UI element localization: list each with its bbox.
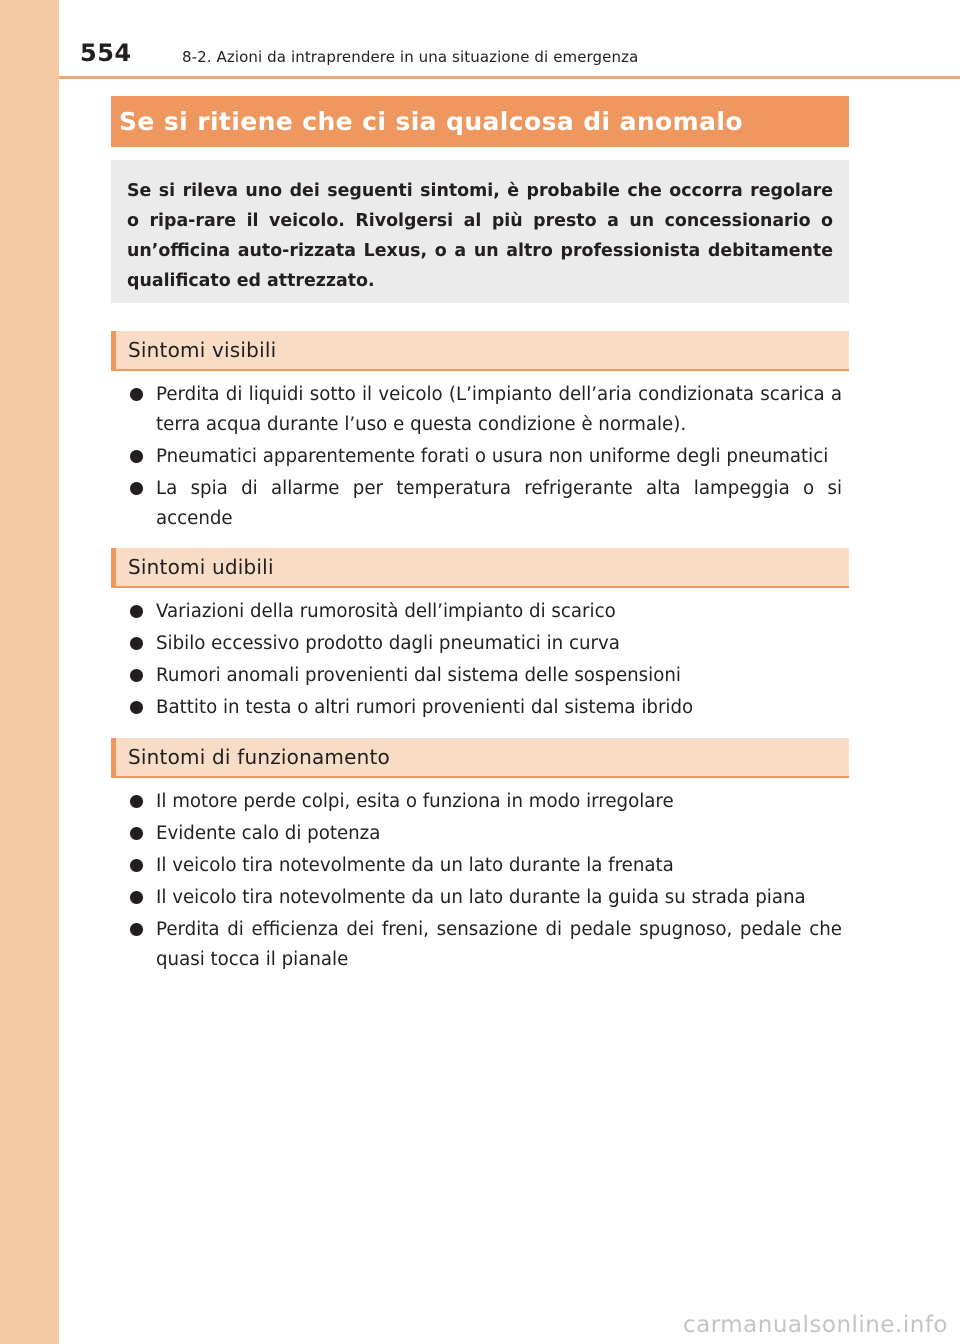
bullet-icon bbox=[130, 891, 143, 904]
bullet-icon bbox=[130, 388, 143, 401]
list-item: Pneumatici apparentemente forati o usura non uniforme degli pneumatici bbox=[130, 442, 842, 472]
list-item: Battito in testa o altri rumori provenienti dal sistema ibrido bbox=[130, 693, 842, 723]
section-title: Sintomi di funzionamento bbox=[128, 745, 390, 769]
chapter-title: 8-2. Azioni da intraprendere in una situazione di emergenza bbox=[182, 48, 639, 66]
list-item: Rumori anomali provenienti dal sistema delle sospensioni bbox=[130, 661, 842, 691]
bullet-icon bbox=[130, 827, 143, 840]
list-item: Il veicolo tira notevolmente da un lato durante la frenata bbox=[130, 851, 842, 881]
bullet-icon bbox=[130, 859, 143, 872]
section-header-audible bbox=[111, 548, 849, 588]
section-header-visible bbox=[111, 331, 849, 371]
list-item: Perdita di efficienza dei freni, sensazione di pedale spugnoso, pedale che quasi tocca il pianale bbox=[130, 915, 842, 975]
list-item: Perdita di liquidi sotto il veicolo (L’impianto dell’aria condizionata scarica a terra acqua durante l’uso e questa condizione è normale). bbox=[130, 380, 842, 440]
bullet-icon bbox=[130, 482, 143, 495]
main-title: Se si ritiene che ci sia qualcosa di anomalo bbox=[119, 107, 743, 136]
section-header-operation bbox=[111, 738, 849, 778]
intro-box bbox=[111, 160, 849, 303]
list-item: Sibilo eccessivo prodotto dagli pneumatici in curva bbox=[130, 629, 842, 659]
list-item: Evidente calo di potenza bbox=[130, 819, 842, 849]
side-color-strip bbox=[0, 0, 59, 1344]
intro-text: Se si rileva uno dei seguenti sintomi, è probabile che occorra regolare o ripa-rare il veicolo. Rivolgersi al più presto a un concessionario o un’officina auto-rizzata Lexus, o a un altro professionista debitamente qualificato ed attrezzato. bbox=[127, 181, 833, 291]
page-number: 554 bbox=[80, 39, 132, 67]
header-rule bbox=[59, 76, 960, 79]
section-title: Sintomi udibili bbox=[128, 555, 274, 579]
bullet-icon bbox=[130, 605, 143, 618]
bullet-icon bbox=[130, 450, 143, 463]
list-item: Variazioni della rumorosità dell’impianto di scarico bbox=[130, 597, 842, 627]
bullet-icon bbox=[130, 923, 143, 936]
watermark: carmanualsonline.info bbox=[682, 1312, 948, 1338]
bullet-list-visible bbox=[130, 380, 842, 536]
list-item: Il motore perde colpi, esita o funziona in modo irregolare bbox=[130, 787, 842, 817]
section-title: Sintomi visibili bbox=[128, 338, 277, 362]
bullet-icon bbox=[130, 701, 143, 714]
list-item: Il veicolo tira notevolmente da un lato durante la guida su strada piana bbox=[130, 883, 842, 913]
bullet-list-operation bbox=[130, 787, 842, 977]
main-title-bar bbox=[111, 96, 849, 147]
bullet-list-audible bbox=[130, 597, 842, 725]
bullet-icon bbox=[130, 669, 143, 682]
list-item: La spia di allarme per temperatura refrigerante alta lampeggia o si accende bbox=[130, 474, 842, 534]
bullet-icon bbox=[130, 795, 143, 808]
bullet-icon bbox=[130, 637, 143, 650]
